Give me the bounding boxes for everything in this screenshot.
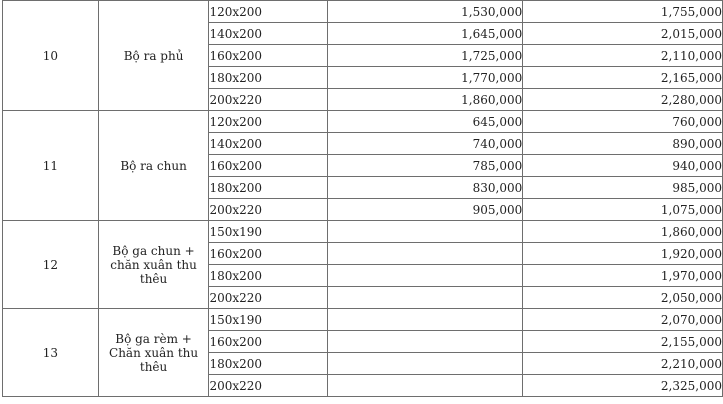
price-2-cell: 1,075,000	[523, 199, 723, 221]
price-2-cell: 2,325,000	[523, 375, 723, 397]
price-1-cell	[328, 353, 523, 375]
price-1-cell: 645,000	[328, 111, 523, 133]
size-cell: 120x200	[209, 111, 328, 133]
price-2-cell: 940,000	[523, 155, 723, 177]
price-2-cell: 2,110,000	[523, 45, 723, 67]
size-cell: 160x200	[209, 155, 328, 177]
size-cell: 180x200	[209, 67, 328, 89]
price-2-cell: 2,050,000	[523, 287, 723, 309]
size-cell: 150x190	[209, 309, 328, 331]
price-2-cell: 1,920,000	[523, 243, 723, 265]
price-table-container	[2, 0, 723, 397]
price-2-cell: 2,015,000	[523, 23, 723, 45]
size-cell: 140x200	[209, 133, 328, 155]
size-cell: 160x200	[209, 243, 328, 265]
price-2-cell: 2,165,000	[523, 67, 723, 89]
row-index: 11	[3, 111, 99, 221]
price-2-cell: 760,000	[523, 111, 723, 133]
price-1-cell: 1,725,000	[328, 45, 523, 67]
price-1-cell	[328, 221, 523, 243]
price-2-cell: 1,970,000	[523, 265, 723, 287]
price-2-cell: 890,000	[523, 133, 723, 155]
price-1-cell	[328, 331, 523, 353]
size-cell: 200x220	[209, 89, 328, 111]
size-cell: 160x200	[209, 331, 328, 353]
price-1-cell	[328, 309, 523, 331]
price-2-cell: 2,210,000	[523, 353, 723, 375]
row-index: 12	[3, 221, 99, 309]
size-cell: 200x220	[209, 287, 328, 309]
price-1-cell: 785,000	[328, 155, 523, 177]
price-2-cell: 985,000	[523, 177, 723, 199]
size-cell: 180x200	[209, 353, 328, 375]
price-1-cell: 905,000	[328, 199, 523, 221]
size-cell: 150x190	[209, 221, 328, 243]
table-row	[3, 111, 723, 133]
price-table	[2, 0, 723, 397]
price-2-cell: 1,860,000	[523, 221, 723, 243]
table-row	[3, 1, 723, 23]
price-2-cell: 2,070,000	[523, 309, 723, 331]
table-row	[3, 309, 723, 331]
product-name: Bộ ga rèm + Chăn xuân thu thêu	[98, 309, 209, 397]
size-cell: 180x200	[209, 265, 328, 287]
price-1-cell	[328, 287, 523, 309]
price-1-cell	[328, 265, 523, 287]
size-cell: 160x200	[209, 45, 328, 67]
price-1-cell	[328, 375, 523, 397]
price-1-cell	[328, 243, 523, 265]
product-name: Bộ ra phủ	[98, 1, 209, 111]
table-row	[3, 221, 723, 243]
product-name: Bộ ga chun + chăn xuân thu thêu	[98, 221, 209, 309]
row-index: 13	[3, 309, 99, 397]
price-1-cell: 740,000	[328, 133, 523, 155]
size-cell: 140x200	[209, 23, 328, 45]
product-name: Bộ ra chun	[98, 111, 209, 221]
price-2-cell: 1,755,000	[523, 1, 723, 23]
row-index: 10	[3, 1, 99, 111]
price-1-cell: 1,770,000	[328, 67, 523, 89]
size-cell: 180x200	[209, 177, 328, 199]
price-1-cell: 1,530,000	[328, 1, 523, 23]
price-1-cell: 1,860,000	[328, 89, 523, 111]
price-2-cell: 2,155,000	[523, 331, 723, 353]
size-cell: 200x220	[209, 375, 328, 397]
size-cell: 120x200	[209, 1, 328, 23]
price-1-cell: 1,645,000	[328, 23, 523, 45]
price-1-cell: 830,000	[328, 177, 523, 199]
price-2-cell: 2,280,000	[523, 89, 723, 111]
size-cell: 200x220	[209, 199, 328, 221]
